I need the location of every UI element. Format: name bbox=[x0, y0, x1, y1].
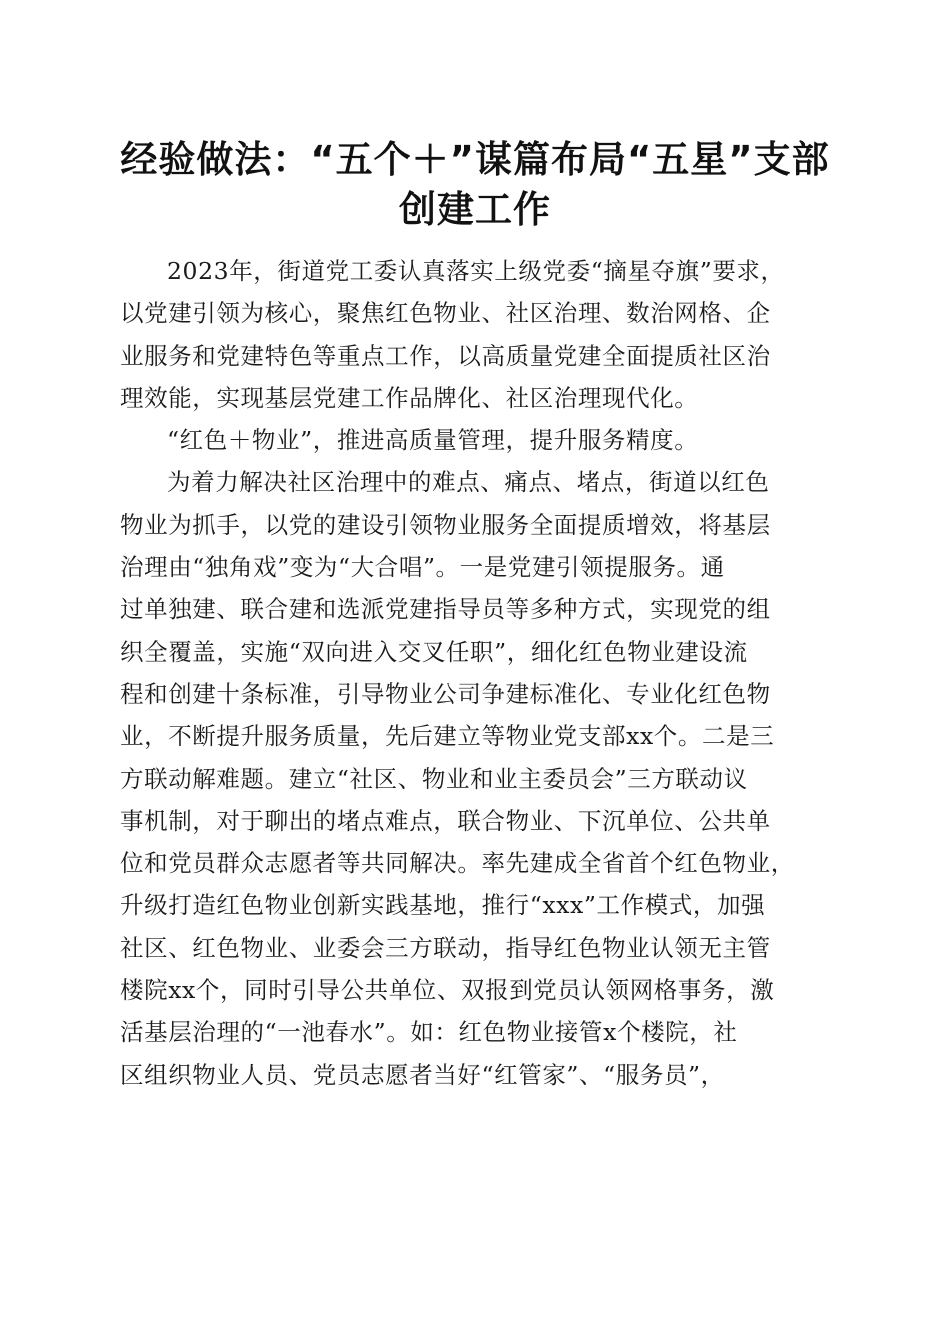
paragraph-2-line-14: 活基层治理的“一池春水”。如：红色物业接管x个楼院，社 bbox=[120, 1018, 738, 1047]
paragraph-1-line-3: 业服务和党建特色等重点工作，以高质量党建全面提质社区治 bbox=[120, 341, 771, 370]
paragraph-2-line-9: 事机制，对于聊出的堵点难点，联合物业、下沉单位、公共单 bbox=[120, 806, 771, 835]
paragraph-2-line-2: 物业为抓手，以党的建设引领物业服务全面提质增效，将基层 bbox=[120, 510, 771, 539]
paragraph-1-line-4: 理效能，实现基层党建工作品牌化、社区治理现代化。 bbox=[120, 383, 699, 412]
paragraph-2-line-5: 织全覆盖，实施“双向进入交叉任职”，细化红色物业建设流 bbox=[120, 637, 748, 666]
paragraph-1-line-2: 以党建引领为核心，聚焦红色物业、社区治理、数治网格、企 bbox=[120, 299, 771, 328]
paragraph-2-line-11: 升级打造红色物业创新实践基地，推行“xxx”工作模式，加强 bbox=[120, 891, 766, 920]
title-line-1: 经验做法：“五个＋”谋篇布局“五星”支部 bbox=[120, 138, 830, 181]
paragraph-2-line-7: 业，不断提升服务质量，先后建立等物业党支部xx个。二是三 bbox=[120, 722, 775, 751]
paragraph-2-line-3: 治理由“独角戏”变为“大合唱”。一是党建引领提服务。通 bbox=[120, 553, 725, 582]
paragraph-2-line-1: 为着力解决社区治理中的难点、痛点、堵点，街道以红色 bbox=[167, 468, 770, 497]
section-heading-red-property: “红色＋物业”，推进高质量管理，提升服务精度。 bbox=[167, 426, 699, 455]
paragraph-2-line-10: 位和党员群众志愿者等共同解决。率先建成全省首个红色物业， bbox=[120, 849, 795, 878]
paragraph-2-line-6: 程和创建十条标准，引导物业公司争建标准化、专业化红色物 bbox=[120, 679, 771, 708]
paragraph-1-line-1: 2023年，街道党工委认真落实上级党委“摘星夺旗”要求， bbox=[167, 257, 785, 285]
title-line-2: 创建工作 bbox=[399, 188, 551, 231]
paragraph-2-line-4: 过单独建、联合建和选派党建指导员等多种方式，实现党的组 bbox=[120, 595, 771, 624]
paragraph-2-line-13: 楼院xx个，同时引导公共单位、双报到党员认领网格事务，激 bbox=[120, 976, 775, 1005]
document-title bbox=[100, 135, 850, 235]
document-body bbox=[120, 250, 832, 1096]
paragraph-2-line-8: 方联动解难题。建立“社区、物业和业主委员会”三方联动议 bbox=[120, 764, 748, 793]
paragraph-2-line-12: 社区、红色物业、业委会三方联动，指导红色物业认领无主管 bbox=[120, 933, 771, 962]
paragraph-2-line-15: 区组织物业人员、党员志愿者当好“红管家”、“服务员”， bbox=[120, 1060, 725, 1089]
